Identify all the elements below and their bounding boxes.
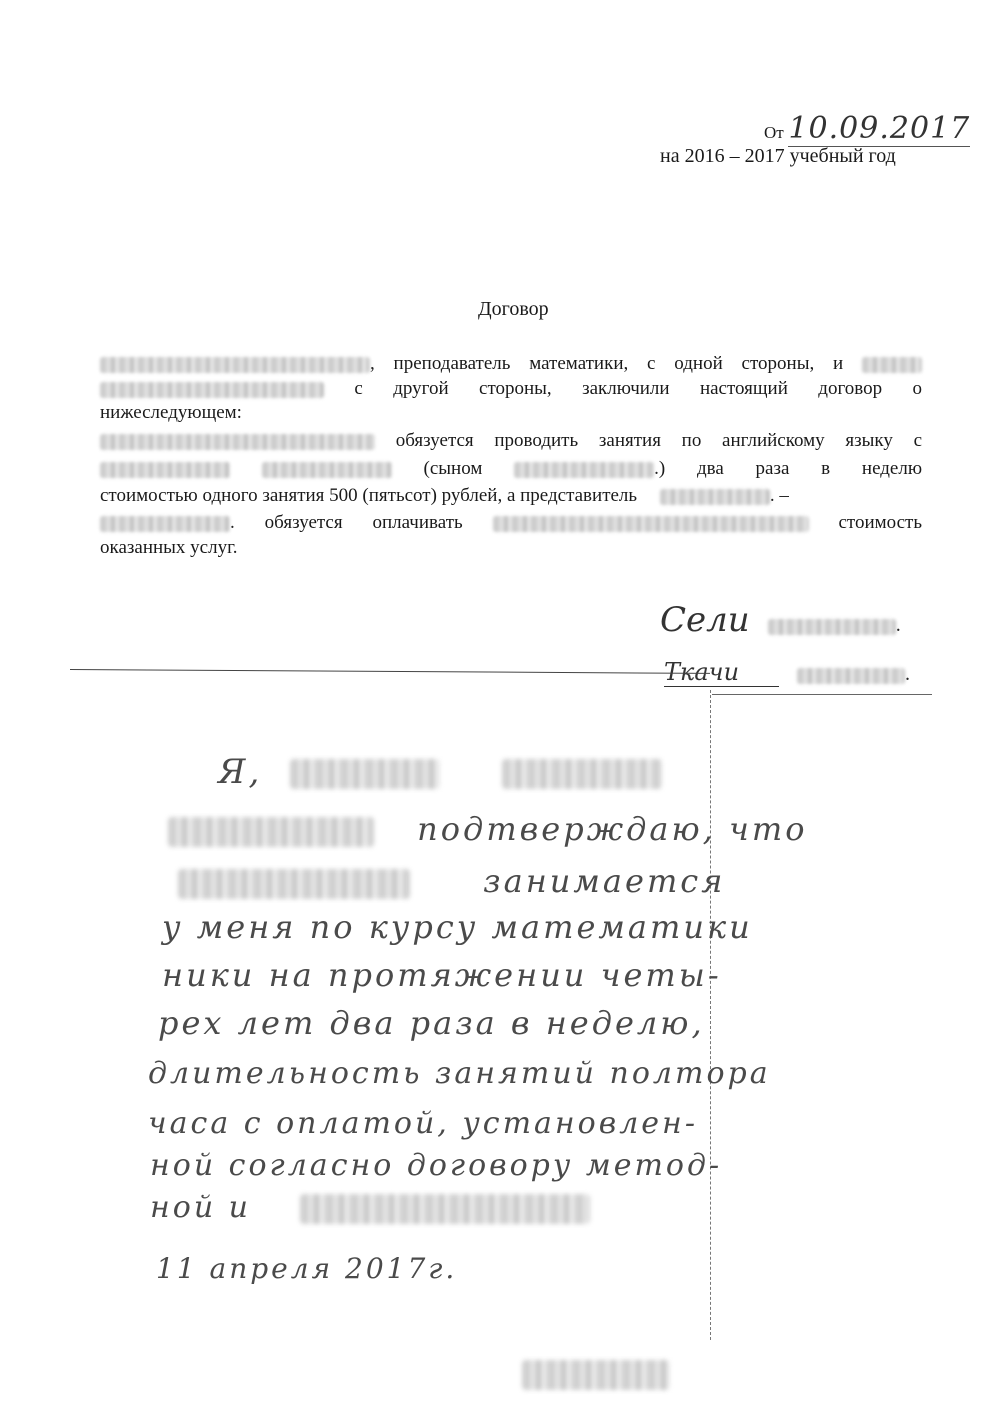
contract-line-4: обязуется проводить занятия по английскому языку с xyxy=(100,430,922,452)
redacted-handwriting xyxy=(522,1360,670,1390)
divider-line-right xyxy=(712,694,932,695)
handwritten-signature-redacted xyxy=(522,1360,670,1390)
redacted-handwriting xyxy=(502,759,662,789)
handwritten-date: 10.09.2017 xyxy=(788,111,971,146)
handwritten-line-9: ной согласно договору метод- xyxy=(150,1148,723,1183)
handwritten-line-10: ной и xyxy=(150,1190,590,1225)
redacted-name xyxy=(768,619,896,635)
date-line xyxy=(764,111,971,146)
handwritten-line-6: рех лет два раза в неделю, xyxy=(158,1004,705,1042)
contract-line-7: . обязуется оплачивать стоимость xyxy=(100,512,922,534)
redacted-handwriting xyxy=(300,1194,590,1224)
redacted-name xyxy=(797,668,905,684)
handwritten-line-4: у меня по курсу математики xyxy=(162,908,753,946)
redacted-handwriting xyxy=(178,869,410,899)
contract-line-3: нижеследующем: xyxy=(100,402,242,423)
signature-2: Ткачи xyxy=(664,658,779,687)
redacted-name xyxy=(100,434,375,450)
academic-year: на 2016 – 2017 учебный год xyxy=(660,145,896,167)
redacted-name xyxy=(514,462,654,478)
divider-line xyxy=(70,669,710,674)
fold-line-vertical xyxy=(710,690,711,1340)
redacted-name xyxy=(100,382,324,398)
signature-row-1: Сели . xyxy=(660,600,901,640)
redacted-name xyxy=(100,516,230,532)
redacted-name xyxy=(100,462,230,478)
contract-line-1: , преподаватель математики, с одной стороны, и xyxy=(100,350,922,378)
signature-1: Сели xyxy=(660,600,750,640)
redacted-handwriting xyxy=(290,759,440,789)
redacted-handwriting xyxy=(168,817,374,847)
handwritten-line-3: занимается xyxy=(178,862,725,900)
redacted-name xyxy=(262,462,392,478)
redacted-name xyxy=(100,357,370,373)
contract-line-2: с другой стороны, заключили настоящий договор о xyxy=(100,378,922,400)
document-title: Договор xyxy=(478,298,549,320)
handwritten-line-1: Я, xyxy=(218,752,662,792)
contract-line-8: оказанных услуг. xyxy=(100,537,238,558)
signature-row-2: Ткачи . xyxy=(664,658,911,686)
contract-line-6: стоимостью одного занятия 500 (пятьсот) рублей, а представитель . – xyxy=(100,485,789,506)
date-prefix: От xyxy=(764,123,784,142)
contract-line-5: (сыном .) два раза в неделю xyxy=(100,458,922,480)
handwritten-line-5: ники на протяжении четы- xyxy=(162,956,722,994)
redacted-name xyxy=(862,357,922,373)
handwritten-line-8: часа с оплатой, установлен- xyxy=(148,1106,698,1141)
redacted-name xyxy=(493,516,809,532)
handwritten-date: 11 апреля 2017г. xyxy=(156,1252,458,1285)
handwritten-line-2: подтверждаю, что xyxy=(168,810,807,848)
redacted-name xyxy=(660,489,770,505)
handwritten-line-7: длительность занятий полтора xyxy=(148,1056,771,1091)
